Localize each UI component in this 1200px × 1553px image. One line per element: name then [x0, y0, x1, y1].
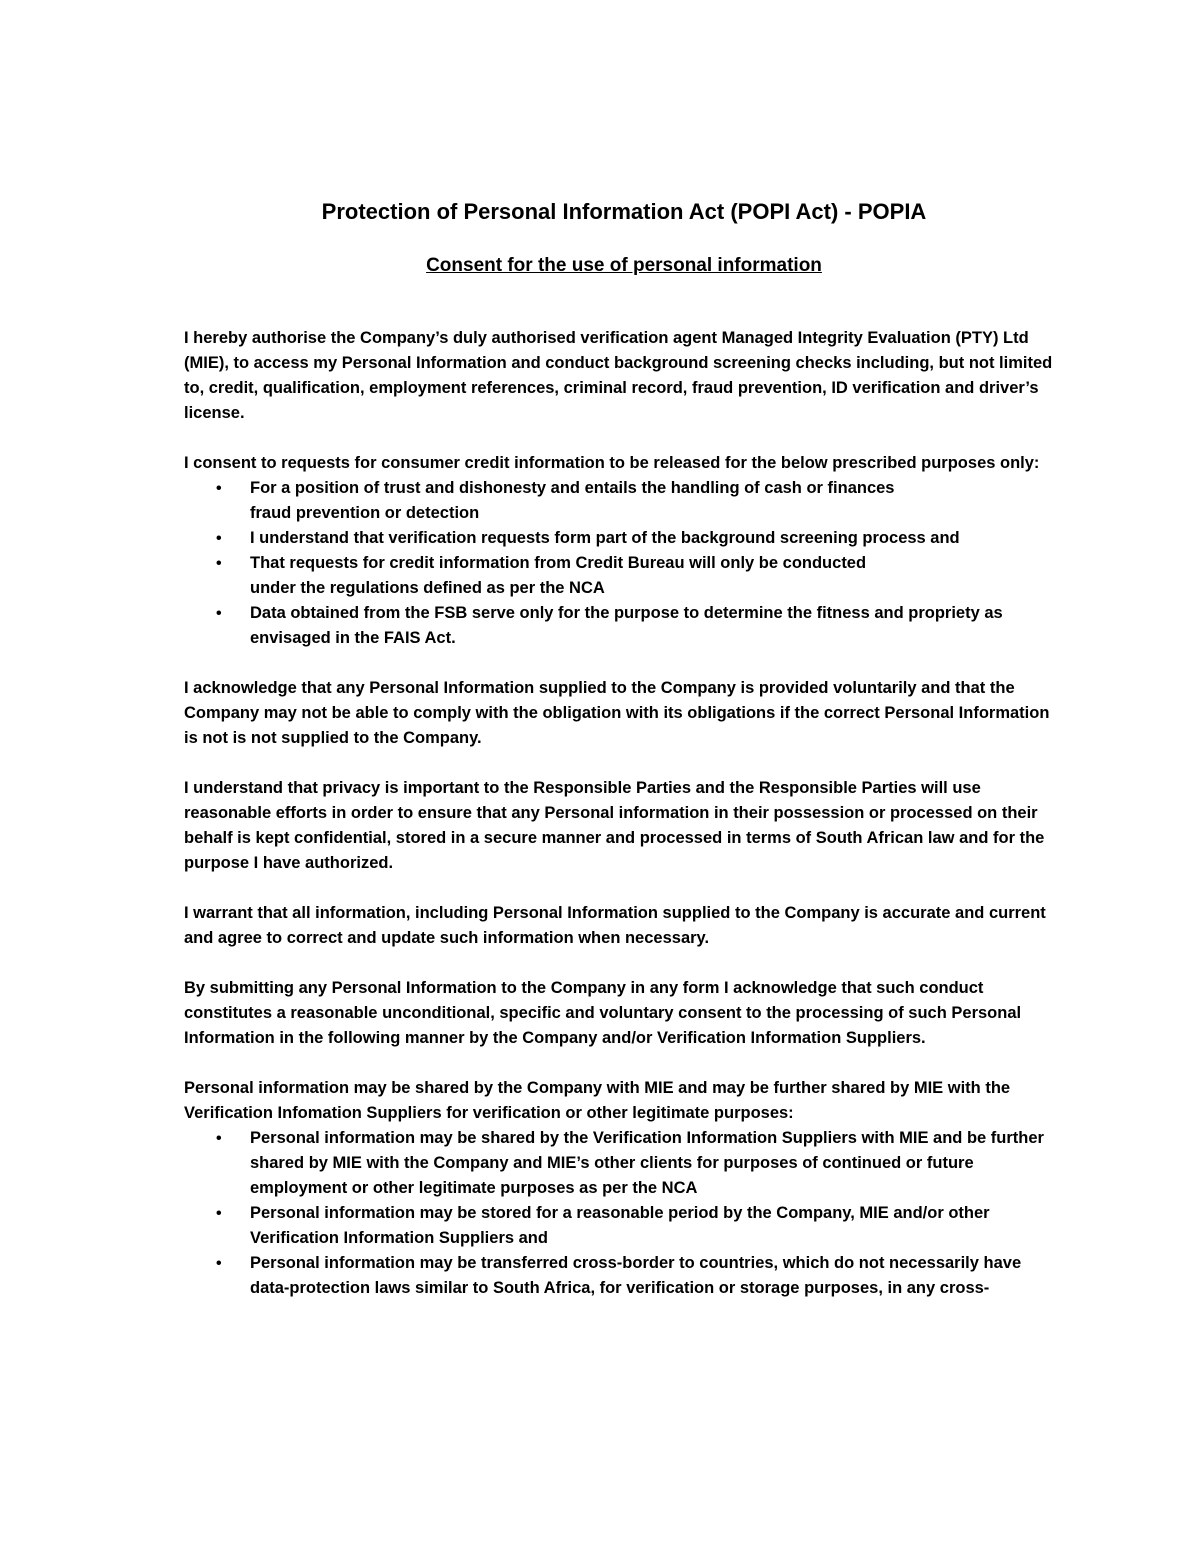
bullet-icon: • [216, 1130, 222, 1147]
paragraph-privacy: I understand that privacy is important to the Responsible Parties and the Responsible Parties will use reasonable efforts in order to ensure that any Personal information in their possession or processed on their behalf is kept confidential, stored in a secure manner and processed in terms of South African law and for the purpose I have authorized. [184, 779, 1045, 872]
sharing-list [184, 1126, 1064, 1301]
paragraph-warranty: I warrant that all information, including Personal Information supplied to the Company is accurate and current and agree to correct and update such information when necessary. [184, 904, 1046, 947]
bullet-icon: • [216, 605, 222, 622]
document-subtitle: Consent for the use of personal information [426, 255, 822, 276]
bullet-icon: • [216, 1255, 222, 1272]
list-item [184, 551, 1064, 601]
list-item-line: fraud prevention or detection [250, 504, 480, 522]
list-item-line: Data obtained from the FSB serve only for the purpose to determine the fitness and propriety as [250, 604, 1003, 622]
paragraph-sharing: Personal information may be shared by the Company with MIE and may be further shared by MIE with the Verification Infomation Suppliers for verification or other legitimate purposes: [184, 1079, 1011, 1122]
purpose-list [184, 476, 1064, 651]
bullet-icon: • [216, 555, 222, 572]
list-item [184, 476, 1064, 526]
list-item [184, 526, 1064, 551]
document-title: Protection of Personal Information Act (POPI Act) - POPIA [321, 199, 927, 224]
list-item-line: That requests for credit information from Credit Bureau will only be conducted [250, 554, 867, 572]
document-body [184, 198, 1064, 1301]
paragraph-submission: By submitting any Personal Information to the Company in any form I acknowledge that such conduct constitutes a reasonable unconditional, specific and voluntary consent to the processing of such Personal Information in the following manner by the Company and/or Verification Information Suppliers. [184, 979, 1022, 1047]
list-item [184, 1126, 1064, 1201]
list-item-line: under the regulations defined as per the NCA [250, 579, 605, 597]
paragraph-voluntary: I acknowledge that any Personal Information supplied to the Company is provided voluntarily and that the Company may not be able to comply with the obligation with its obligations if the correct Personal Information is not is not supplied to the Company. [184, 679, 1050, 747]
bullet-icon: • [216, 1205, 222, 1222]
bullet-icon: • [216, 480, 222, 497]
list-item [184, 1201, 1064, 1251]
list-item-line: For a position of trust and dishonesty and entails the handling of cash or finances [250, 479, 895, 497]
list-item-text: Personal information may be shared by the Verification Information Suppliers with MIE and be further shared by MIE with the Company and MIE’s other clients for purposes of continued or future employment or other legitimate purposes as per the NCA [250, 1129, 1044, 1197]
bullet-icon: • [216, 530, 222, 547]
list-item [184, 1251, 1064, 1301]
list-item [184, 601, 1064, 651]
paragraph-authorisation: I hereby authorise the Company’s duly authorised verification agent Managed Integrity Evaluation (PTY) Ltd (MIE), to access my Personal Information and conduct background screening checks including, but not limited to, credit, qualification, employment references, criminal record, fraud prevention, ID verification and driver’s license. [184, 329, 1053, 422]
list-item-line: envisaged in the FAIS Act. [250, 629, 456, 647]
list-item-line: I understand that verification requests form part of the background screening process and [250, 529, 960, 547]
paragraph-consent-credit: I consent to requests for consumer credit information to be released for the below prescribed purposes only: [184, 454, 1040, 472]
list-item-text: Personal information may be transferred cross-border to countries, which do not necessarily have data-protection laws similar to South Africa, for verification or storage purposes, in any cross- [250, 1254, 1022, 1297]
list-item-text: Personal information may be stored for a reasonable period by the Company, MIE and/or other Verification Information Suppliers and [250, 1204, 990, 1247]
